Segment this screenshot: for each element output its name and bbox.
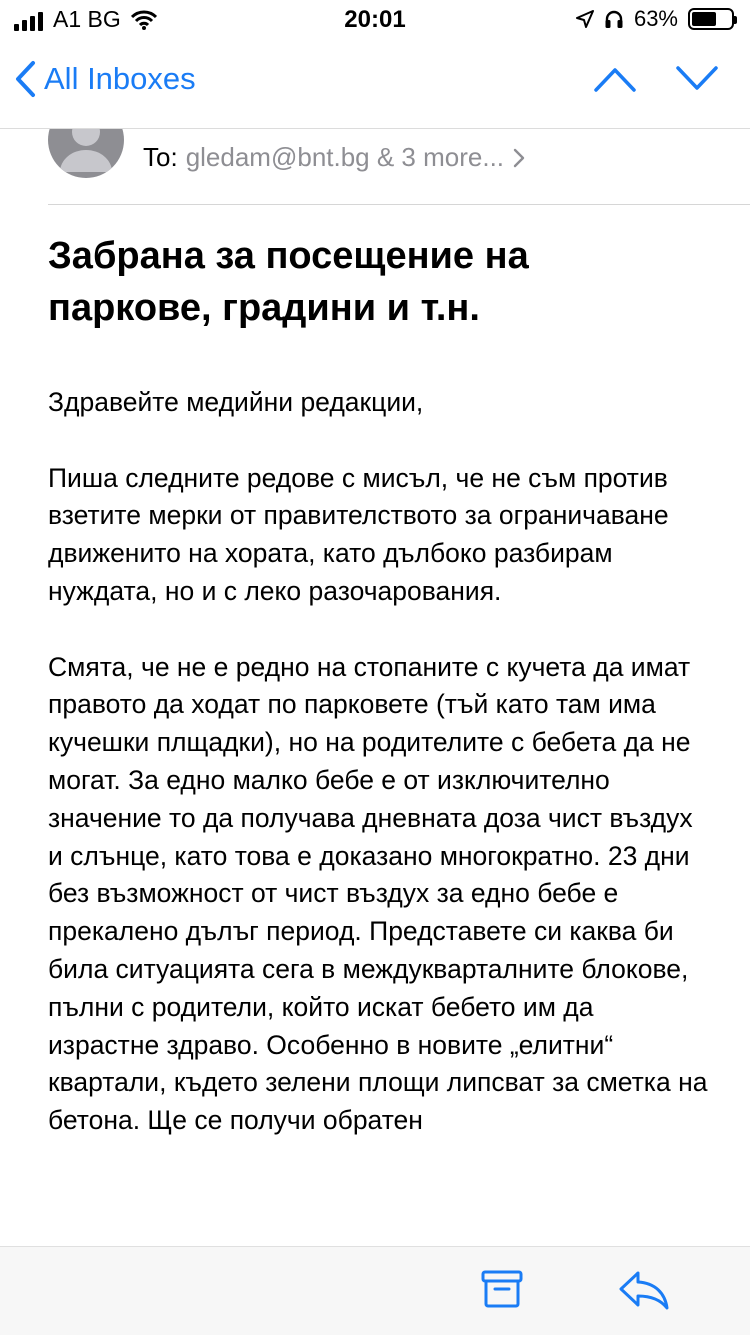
avatar[interactable] [48,128,124,178]
recipients-value: gledam@bnt.bg & 3 more... [185,142,505,172]
body-paragraph: Пиша следните редове с мисъл, че не съм против взетите мерки от правителството за ограничаване движенито на хората, като дълбоко разбирам нуждата, но и с леко разочарования. [48,462,669,606]
carrier-label: A1 BG [53,6,121,32]
back-label: All Inboxes [44,61,196,96]
to-label: To: [143,142,178,172]
battery-icon [688,8,734,30]
body-paragraph: Здравейте медийни редакции, [48,387,424,417]
headphones-icon [604,9,624,29]
bottom-toolbar [0,1246,750,1335]
chevron-right-icon [512,147,526,169]
body-paragraph: Смята, че не е редно на стопаните с кучета да имат правото да ходат по парковете (тъй като там има кучешки плщадки), но на родителите с бебета да не могат. За едно малко бебе е от изключително значение то да получава дневната доза чист въздух и слънце, като това е доказано многократно. 23 дни без възможност от чист въздух за едно бебе е прекалено дълъг период. Представете си каква би била ситуацията сега в междукварталните блокове, пълни с родители, който искат бебето им да израстне здраво. Особенно в новите „елитни“ квартали, където зелени площи липсват за сметка на бетона. Ще се получи обратен [48,651,708,1136]
back-button[interactable] [14,60,196,98]
status-time: 20:01 [344,6,406,33]
header-divider [48,204,750,205]
recipients-row[interactable] [143,142,526,173]
person-icon [48,128,124,178]
archive-icon[interactable] [480,1269,524,1309]
message-subject: Забрана за посещение на паркове, градини и т.н. [48,235,529,329]
location-arrow-icon [576,10,594,28]
message-content [0,128,750,1246]
status-bar [0,0,750,40]
battery-fill [692,12,716,26]
chevron-up-icon[interactable] [594,64,636,94]
nav-bar [0,40,750,129]
status-right [576,6,734,32]
chevron-down-icon[interactable] [676,64,718,94]
message-body [48,384,708,1178]
battery-percent: 63% [633,6,678,31]
reply-icon[interactable] [618,1269,670,1311]
chevron-left-icon [14,60,36,98]
